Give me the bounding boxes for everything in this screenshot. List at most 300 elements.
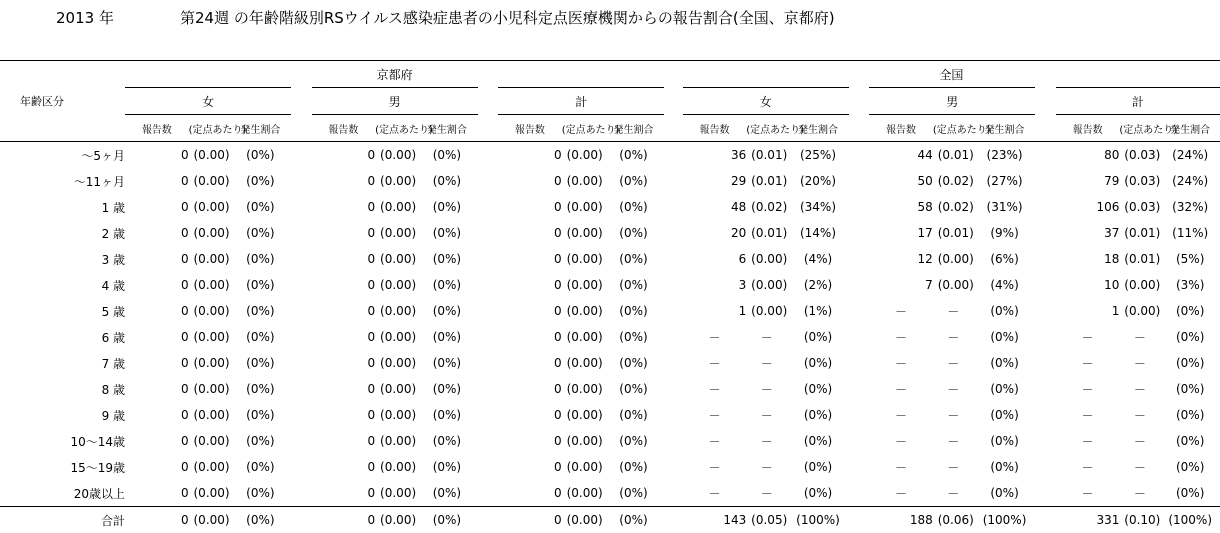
rate-cell: (0%): [230, 507, 292, 533]
col-head-per-site: (定点あたり): [375, 115, 416, 142]
count-cell: 0: [312, 246, 376, 272]
rate-cell: (0%): [230, 298, 292, 324]
rate-cell: (0%): [974, 350, 1036, 376]
rate-cell: (0%): [416, 246, 478, 272]
table-row: [0, 142, 1220, 169]
cell-gap: [1035, 454, 1056, 480]
per-site-cell: (0.03): [1119, 168, 1160, 194]
per-site-cell: (0.00): [189, 272, 230, 298]
per-site-cell: (0.00): [562, 454, 603, 480]
per-site-cell: －: [746, 428, 787, 454]
count-cell: 0: [498, 324, 562, 350]
cell-gap: [664, 324, 682, 350]
rate-cell: (0%): [416, 402, 478, 428]
rate-cell: (24%): [1160, 142, 1220, 169]
cell-gap: [478, 454, 499, 480]
count-cell: －: [1056, 454, 1120, 480]
cell-gap: [664, 168, 682, 194]
cell-gap: [849, 298, 870, 324]
count-cell: 36: [683, 142, 747, 169]
count-cell: 0: [498, 194, 562, 220]
per-site-cell: (0.00): [746, 298, 787, 324]
header-gap: [664, 88, 682, 115]
per-site-cell: －: [1119, 324, 1160, 350]
cell-gap: [1035, 298, 1056, 324]
rate-cell: (0%): [416, 428, 478, 454]
header-gap: [849, 88, 870, 115]
cell-gap: [291, 142, 312, 169]
count-cell: 143: [683, 507, 747, 533]
per-site-cell: －: [933, 428, 974, 454]
rate-cell: (0%): [603, 324, 665, 350]
rate-cell: (27%): [974, 168, 1036, 194]
cell-gap: [291, 402, 312, 428]
per-site-cell: －: [933, 350, 974, 376]
count-cell: －: [683, 350, 747, 376]
count-cell: 50: [869, 168, 933, 194]
col-head-rate: 発生割合: [416, 115, 478, 142]
per-site-cell: (0.01): [1119, 220, 1160, 246]
per-site-cell: (0.00): [562, 168, 603, 194]
per-site-cell: (0.05): [746, 507, 787, 533]
per-site-cell: (0.00): [375, 194, 416, 220]
per-site-cell: －: [746, 480, 787, 507]
cell-gap: [478, 168, 499, 194]
rate-cell: (9%): [974, 220, 1036, 246]
per-site-cell: (0.00): [189, 246, 230, 272]
rate-cell: (0%): [603, 376, 665, 402]
age-label: 1 歳: [0, 194, 125, 220]
cell-gap: [291, 246, 312, 272]
per-site-cell: (0.00): [189, 298, 230, 324]
cell-gap: [849, 272, 870, 298]
rate-cell: (0%): [230, 324, 292, 350]
rate-cell: (0%): [974, 298, 1036, 324]
per-site-cell: (0.00): [375, 428, 416, 454]
per-site-cell: (0.00): [933, 272, 974, 298]
per-site-cell: －: [1119, 428, 1160, 454]
report-year: 2013 年: [56, 7, 114, 28]
rate-cell: (100%): [787, 507, 849, 533]
rate-cell: (0%): [230, 220, 292, 246]
cell-gap: [849, 246, 870, 272]
cell-gap: [291, 507, 312, 533]
cell-gap: [849, 402, 870, 428]
rate-cell: (25%): [787, 142, 849, 169]
per-site-cell: (0.00): [562, 142, 603, 169]
age-label: 合計: [0, 507, 125, 533]
rate-cell: (0%): [603, 428, 665, 454]
rate-cell: (5%): [1160, 246, 1220, 272]
per-site-cell: (0.00): [933, 246, 974, 272]
col-head-per-site: (定点あたり): [746, 115, 787, 142]
count-cell: －: [683, 480, 747, 507]
cell-gap: [664, 272, 682, 298]
per-site-cell: (0.00): [562, 220, 603, 246]
rate-cell: (0%): [1160, 298, 1220, 324]
per-site-cell: (0.00): [562, 428, 603, 454]
count-cell: 58: [869, 194, 933, 220]
count-cell: －: [1056, 480, 1120, 507]
per-site-cell: (0.00): [375, 298, 416, 324]
rate-cell: (0%): [787, 402, 849, 428]
per-site-cell: (0.01): [933, 142, 974, 169]
count-cell: －: [683, 324, 747, 350]
cell-gap: [1035, 402, 1056, 428]
cell-gap: [664, 194, 682, 220]
rate-cell: (0%): [974, 324, 1036, 350]
per-site-cell: －: [1119, 454, 1160, 480]
count-cell: －: [1056, 402, 1120, 428]
count-cell: －: [869, 428, 933, 454]
count-cell: 0: [125, 507, 189, 533]
count-cell: －: [869, 350, 933, 376]
rate-cell: (0%): [416, 142, 478, 169]
per-site-cell: (0.06): [933, 507, 974, 533]
rate-cell: (0%): [974, 402, 1036, 428]
count-cell: 106: [1056, 194, 1120, 220]
count-cell: 188: [869, 507, 933, 533]
rate-cell: (100%): [974, 507, 1036, 533]
age-label: 20歳以上: [0, 480, 125, 507]
per-site-cell: －: [746, 454, 787, 480]
cell-gap: [1035, 246, 1056, 272]
per-site-cell: －: [933, 480, 974, 507]
count-cell: 0: [498, 220, 562, 246]
count-cell: 1: [683, 298, 747, 324]
rate-cell: (0%): [603, 142, 665, 169]
count-cell: －: [1056, 376, 1120, 402]
age-label: 8 歳: [0, 376, 125, 402]
rate-cell: (0%): [974, 454, 1036, 480]
rate-cell: (0%): [230, 194, 292, 220]
count-cell: 17: [869, 220, 933, 246]
per-site-cell: (0.00): [189, 324, 230, 350]
rate-cell: (0%): [603, 402, 665, 428]
table-row: [0, 428, 1220, 454]
cell-gap: [664, 428, 682, 454]
age-label: 2 歳: [0, 220, 125, 246]
count-cell: 0: [125, 220, 189, 246]
count-cell: 0: [498, 507, 562, 533]
count-cell: －: [1056, 350, 1120, 376]
per-site-cell: (0.00): [189, 428, 230, 454]
cell-gap: [849, 142, 870, 169]
per-site-cell: (0.00): [375, 220, 416, 246]
cell-gap: [478, 376, 499, 402]
rate-cell: (0%): [787, 350, 849, 376]
cell-gap: [849, 454, 870, 480]
per-site-cell: (0.00): [375, 402, 416, 428]
count-cell: －: [683, 428, 747, 454]
per-site-cell: (0.00): [189, 480, 230, 507]
count-cell: 20: [683, 220, 747, 246]
sex-header-national-male: 男: [869, 88, 1035, 115]
col-head-count: 報告数: [869, 115, 933, 142]
rate-cell: (0%): [603, 246, 665, 272]
per-site-cell: (0.00): [189, 454, 230, 480]
col-head-count: 報告数: [312, 115, 376, 142]
col-head-per-site: (定点あたり): [1119, 115, 1160, 142]
count-cell: 0: [125, 454, 189, 480]
rate-cell: (0%): [603, 454, 665, 480]
count-cell: －: [683, 454, 747, 480]
per-site-cell: (0.02): [933, 194, 974, 220]
table-row: [0, 507, 1220, 533]
cell-gap: [1035, 350, 1056, 376]
cell-gap: [664, 350, 682, 376]
count-cell: 0: [125, 376, 189, 402]
cell-gap: [478, 246, 499, 272]
header-gap: [478, 88, 499, 115]
cell-gap: [1035, 376, 1056, 402]
per-site-cell: (0.00): [562, 402, 603, 428]
age-label: 10～14歳: [0, 428, 125, 454]
per-site-cell: (0.00): [562, 298, 603, 324]
age-label: 15～19歳: [0, 454, 125, 480]
rate-cell: (0%): [416, 324, 478, 350]
rate-cell: (11%): [1160, 220, 1220, 246]
cell-gap: [1035, 428, 1056, 454]
cell-gap: [664, 402, 682, 428]
per-site-cell: (0.00): [562, 507, 603, 533]
col-head-rate: 発生割合: [787, 115, 849, 142]
header-gap: [291, 115, 312, 142]
cell-gap: [849, 480, 870, 507]
col-head-count: 報告数: [125, 115, 189, 142]
report-table: [0, 60, 1220, 533]
rate-cell: (20%): [787, 168, 849, 194]
count-cell: －: [1056, 428, 1120, 454]
rate-cell: (0%): [416, 507, 478, 533]
rate-cell: (0%): [787, 480, 849, 507]
count-cell: 0: [312, 480, 376, 507]
per-site-cell: －: [1119, 350, 1160, 376]
count-cell: 29: [683, 168, 747, 194]
count-cell: －: [1056, 324, 1120, 350]
per-site-cell: (0.00): [375, 507, 416, 533]
cell-gap: [664, 507, 682, 533]
per-site-cell: (0.00): [189, 142, 230, 169]
rate-cell: (0%): [603, 507, 665, 533]
report-title: 第24週 の年齢階級別RSウイルス感染症患者の小児科定点医療機関からの報告割合(全国、京都府): [180, 7, 835, 28]
header-row-columns: [0, 115, 1220, 142]
rate-cell: (0%): [603, 350, 665, 376]
per-site-cell: (0.00): [375, 376, 416, 402]
per-site-cell: (0.02): [746, 194, 787, 220]
per-site-cell: (0.00): [1119, 272, 1160, 298]
count-cell: －: [869, 480, 933, 507]
per-site-cell: －: [746, 350, 787, 376]
count-cell: 18: [1056, 246, 1120, 272]
count-cell: －: [683, 402, 747, 428]
age-label: 7 歳: [0, 350, 125, 376]
cell-gap: [478, 220, 499, 246]
cell-gap: [664, 454, 682, 480]
rate-cell: (4%): [787, 246, 849, 272]
sex-header-kyoto-male: 男: [312, 88, 478, 115]
count-cell: 0: [125, 142, 189, 169]
rate-cell: (0%): [230, 376, 292, 402]
rate-cell: (0%): [416, 298, 478, 324]
cell-gap: [849, 220, 870, 246]
report-table-body: [0, 61, 1220, 533]
rate-cell: (3%): [1160, 272, 1220, 298]
count-cell: 0: [125, 168, 189, 194]
rate-cell: (0%): [230, 402, 292, 428]
cell-gap: [664, 246, 682, 272]
table-row: [0, 480, 1220, 507]
count-cell: 0: [498, 350, 562, 376]
cell-gap: [849, 428, 870, 454]
age-column-header: 年齢区分: [0, 88, 125, 115]
count-cell: 3: [683, 272, 747, 298]
count-cell: 48: [683, 194, 747, 220]
per-site-cell: (0.00): [746, 272, 787, 298]
rate-cell: (0%): [787, 324, 849, 350]
rate-cell: (0%): [787, 428, 849, 454]
count-cell: 0: [125, 298, 189, 324]
count-cell: 0: [498, 376, 562, 402]
cell-gap: [1035, 480, 1056, 507]
count-cell: 0: [312, 428, 376, 454]
cell-gap: [664, 298, 682, 324]
sex-header-kyoto-total: 計: [498, 88, 664, 115]
per-site-cell: －: [933, 402, 974, 428]
per-site-cell: (0.00): [562, 324, 603, 350]
age-label: 5 歳: [0, 298, 125, 324]
cell-gap: [478, 480, 499, 507]
per-site-cell: －: [746, 376, 787, 402]
per-site-cell: (0.00): [189, 350, 230, 376]
table-row: [0, 272, 1220, 298]
table-row: [0, 402, 1220, 428]
table-row: [0, 350, 1220, 376]
age-label: 9 歳: [0, 402, 125, 428]
table-row: [0, 220, 1220, 246]
cell-gap: [849, 168, 870, 194]
table-row: [0, 246, 1220, 272]
per-site-cell: (0.00): [189, 376, 230, 402]
rate-cell: (0%): [1160, 454, 1220, 480]
rate-cell: (34%): [787, 194, 849, 220]
rate-cell: (0%): [416, 194, 478, 220]
sex-header-kyoto-female: 女: [125, 88, 291, 115]
count-cell: 1: [1056, 298, 1120, 324]
header-gap: [664, 115, 682, 142]
col-head-rate: 発生割合: [603, 115, 665, 142]
rate-cell: (0%): [603, 480, 665, 507]
rate-cell: (0%): [416, 272, 478, 298]
rate-cell: (6%): [974, 246, 1036, 272]
count-cell: 0: [125, 272, 189, 298]
cell-gap: [478, 350, 499, 376]
count-cell: 0: [312, 272, 376, 298]
cell-gap: [478, 298, 499, 324]
cell-gap: [291, 480, 312, 507]
col-head-count: 報告数: [1056, 115, 1120, 142]
sex-header-national-total: 計: [1056, 88, 1220, 115]
rate-cell: (0%): [416, 480, 478, 507]
per-site-cell: (0.10): [1119, 507, 1160, 533]
per-site-cell: (0.01): [746, 142, 787, 169]
per-site-cell: (0.00): [375, 246, 416, 272]
header-gap: [1035, 88, 1056, 115]
table-row: [0, 376, 1220, 402]
rate-cell: (0%): [1160, 350, 1220, 376]
cell-gap: [291, 220, 312, 246]
per-site-cell: －: [933, 324, 974, 350]
header-corner: [0, 115, 125, 142]
count-cell: 0: [498, 168, 562, 194]
count-cell: 0: [498, 402, 562, 428]
rate-cell: (0%): [974, 480, 1036, 507]
header-corner: [0, 61, 125, 88]
rate-cell: (0%): [603, 272, 665, 298]
rate-cell: (1%): [787, 298, 849, 324]
count-cell: 0: [312, 324, 376, 350]
col-head-per-site: (定点あたり): [189, 115, 230, 142]
header-gap: [478, 115, 499, 142]
cell-gap: [478, 272, 499, 298]
cell-gap: [291, 168, 312, 194]
rate-cell: (0%): [230, 350, 292, 376]
rate-cell: (0%): [416, 168, 478, 194]
per-site-cell: (0.00): [189, 402, 230, 428]
per-site-cell: (0.01): [746, 220, 787, 246]
count-cell: －: [683, 376, 747, 402]
rate-cell: (0%): [1160, 402, 1220, 428]
rate-cell: (4%): [974, 272, 1036, 298]
rate-cell: (0%): [416, 350, 478, 376]
cell-gap: [664, 480, 682, 507]
header-row-sex: [0, 88, 1220, 115]
count-cell: －: [869, 402, 933, 428]
rate-cell: (0%): [603, 194, 665, 220]
cell-gap: [849, 376, 870, 402]
count-cell: 0: [498, 428, 562, 454]
count-cell: 0: [312, 220, 376, 246]
count-cell: 0: [498, 298, 562, 324]
cell-gap: [291, 350, 312, 376]
per-site-cell: －: [933, 376, 974, 402]
rate-cell: (24%): [1160, 168, 1220, 194]
count-cell: 0: [312, 376, 376, 402]
per-site-cell: (0.00): [746, 246, 787, 272]
title-bar: [0, 0, 1220, 36]
count-cell: 12: [869, 246, 933, 272]
rate-cell: (0%): [230, 142, 292, 169]
count-cell: 0: [125, 324, 189, 350]
table-row: [0, 324, 1220, 350]
col-head-count: 報告数: [498, 115, 562, 142]
cell-gap: [1035, 168, 1056, 194]
per-site-cell: (0.00): [1119, 298, 1160, 324]
count-cell: 0: [312, 350, 376, 376]
per-site-cell: (0.03): [1119, 142, 1160, 169]
per-site-cell: (0.00): [375, 454, 416, 480]
per-site-cell: (0.00): [562, 246, 603, 272]
cell-gap: [478, 194, 499, 220]
count-cell: 7: [869, 272, 933, 298]
region-header-national: 全国: [683, 61, 1220, 88]
count-cell: 10: [1056, 272, 1120, 298]
cell-gap: [291, 272, 312, 298]
count-cell: 0: [498, 246, 562, 272]
age-label: 3 歳: [0, 246, 125, 272]
count-cell: 0: [312, 168, 376, 194]
rate-cell: (0%): [603, 168, 665, 194]
